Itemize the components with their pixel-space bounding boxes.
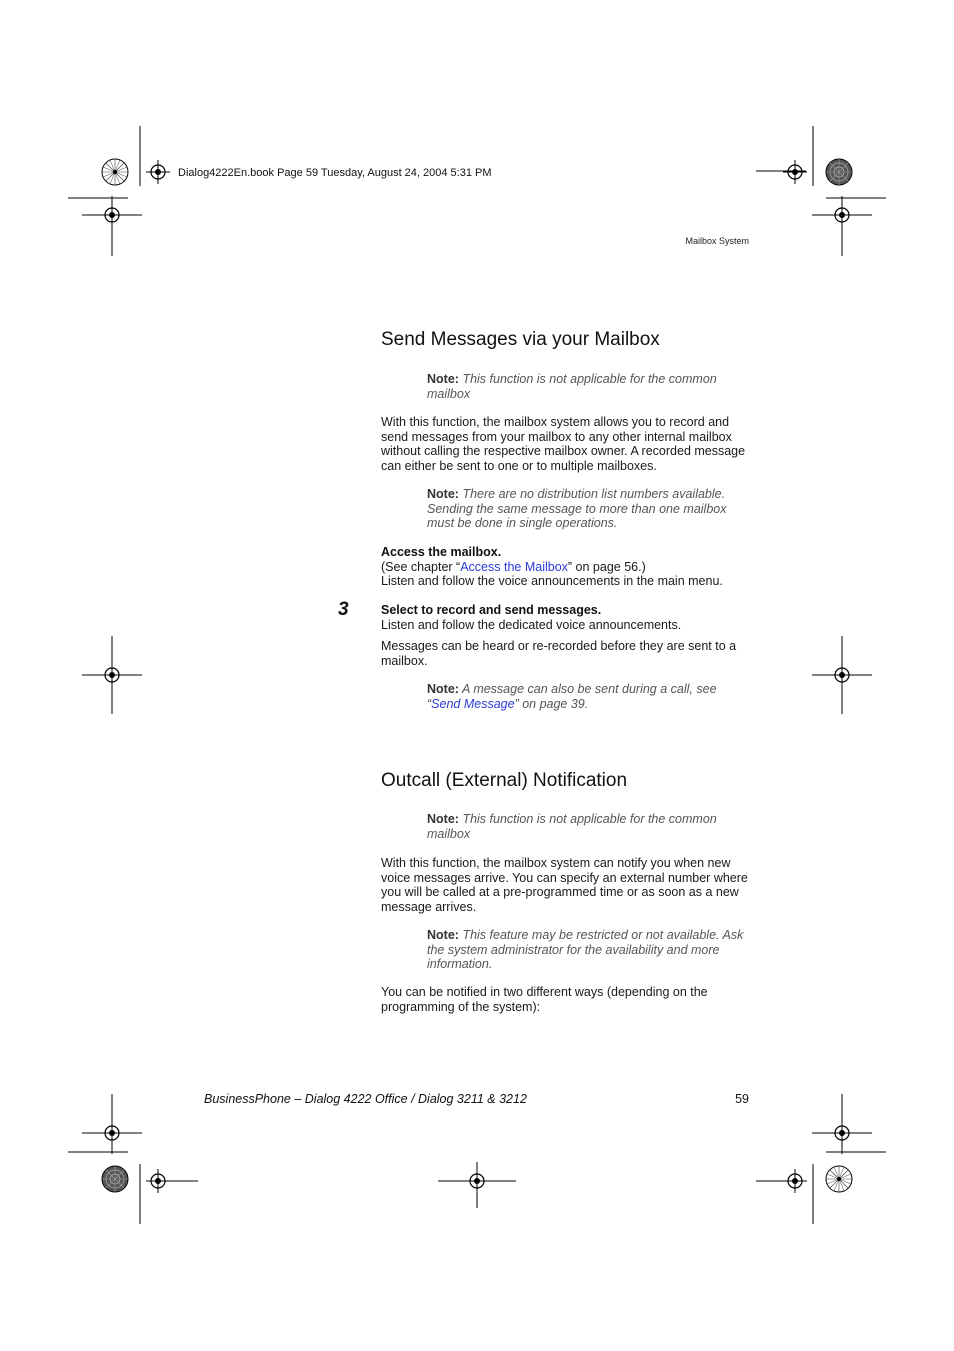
note-label: Note: (427, 812, 459, 826)
step-key-3: 3 (338, 599, 349, 620)
paragraph-re-recorded (381, 639, 753, 668)
paragraph-outcall-intro (381, 856, 753, 914)
select-record-listen: Listen and follow the dedicated voice announcements. (381, 617, 682, 632)
note-feature-restricted (427, 928, 753, 972)
heading-outcall: Outcall (External) Notification (381, 770, 628, 791)
access-mailbox-title: Access the mailbox. (381, 545, 502, 559)
note-distribution-list (427, 487, 753, 531)
note-common-mailbox-2 (427, 812, 753, 841)
note-text: This function is not applicable for the common mailbox (427, 812, 717, 841)
running-header: Mailbox System (685, 236, 749, 246)
note-text-post: ” on page 39. (514, 696, 589, 711)
see-prefix: (See chapter “ (381, 559, 461, 574)
paragraph-text: Messages can be heard or re-recorded before they are sent to a mailbox. (381, 639, 737, 668)
access-mailbox-block (381, 545, 753, 589)
note-text: There are no distribution list numbers available. Sending the same message to more than one mailbox must be done in single operations. (427, 487, 727, 531)
note-send-during-call (427, 682, 753, 711)
select-record-title: Select to record and send messages. (381, 603, 602, 617)
paragraph-two-ways (381, 985, 753, 1014)
note-common-mailbox-1 (427, 372, 753, 401)
paragraph-send-intro (381, 415, 753, 473)
select-record-block (381, 603, 753, 632)
book-header: Dialog4222En.book Page 59 Tuesday, August 24, 2004 5:31 PM (178, 167, 492, 179)
access-mailbox-link[interactable]: Access the Mailbox (460, 559, 568, 574)
note-label: Note: (427, 487, 459, 501)
note-text: This feature may be restricted or not available. Ask the system administrator for the availability and more information. (427, 928, 744, 972)
note-text-pre: A message can also be sent during a call, see “ (427, 682, 717, 711)
note-label: Note: (427, 372, 459, 386)
footer-title: BusinessPhone – Dialog 4222 Office / Dialog 3211 & 3212 (204, 1092, 527, 1106)
paragraph-text: You can be notified in two different ways (depending on the programming of the system): (381, 985, 708, 1014)
note-label: Note: (427, 682, 459, 696)
page-number: 59 (735, 1092, 749, 1106)
section-title-outcall (381, 770, 753, 791)
see-suffix: ” on page 56.) (567, 559, 646, 574)
section-title-send-messages (381, 329, 753, 350)
heading-send-messages: Send Messages via your Mailbox (381, 329, 660, 350)
note-label: Note: (427, 928, 459, 942)
paragraph-text: With this function, the mailbox system can notify you when new voice messages arrive. You can specify an external number where you will be called at a pre-programmed time or as soon as a new message arrives. (381, 856, 748, 914)
paragraph-text: With this function, the mailbox system allows you to record and send messages from your mailbox to any other internal mailbox without calling the respective mailbox owner. A recorded message can either be sent to one or to multiple mailboxes. (381, 415, 746, 473)
send-message-link[interactable]: Send Message (431, 696, 515, 711)
access-mailbox-see (381, 560, 753, 575)
note-text: This function is not applicable for the common mailbox (427, 372, 717, 401)
access-mailbox-listen: Listen and follow the voice announcements in the main menu. (381, 574, 723, 589)
